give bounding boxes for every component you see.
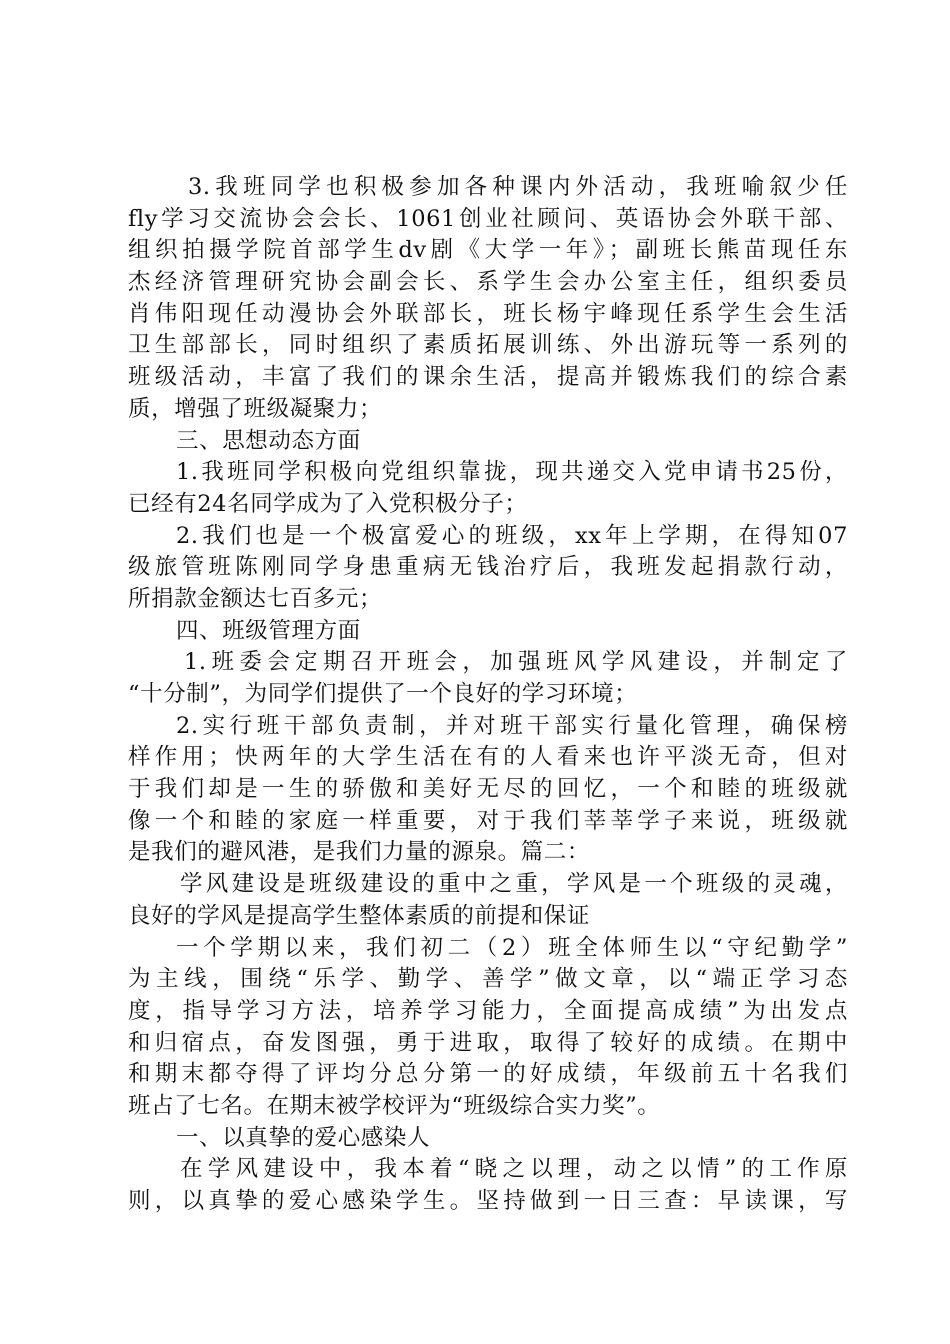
text-line: 班级活动，丰富了我们的课余生活，提高并锻炼我们的综合素 — [128, 364, 848, 391]
text-line: 四、班级管理方面 — [176, 617, 361, 644]
text-line: 肖伟阳现任动漫协会外联部长，班长杨宇峰现任系学生会生活 — [128, 300, 848, 327]
text-line: 1.班委会定期召开班会，加强班风学风建设，并制定了 — [184, 649, 848, 676]
text-line: 所捐款金额达七百多元； — [128, 585, 383, 612]
text-line: fly学习交流协会会长、1061创业社顾问、英语协会外联干部、 — [128, 205, 848, 232]
text-line: 1.我班同学积极向党组织靠拢，现共递交入党申请书25份， — [176, 459, 848, 486]
text-line: 和期末都夺得了评均分总分第一的好成绩，年级前五十名我们 — [128, 1061, 848, 1088]
text-line: 班占了七名。在期末被学校评为“班级综合实力奖”。 — [128, 1092, 661, 1119]
document-body — [128, 172, 848, 1218]
text-line: 级旅管班陈刚同学身患重病无钱治疗后，我班发起捐款行动， — [128, 554, 848, 581]
text-line: 是我们的避风港，是我们力量的源泉。篇二： — [128, 839, 591, 866]
text-line: 杰经济管理研究协会副会长、系学生会办公室主任，组织委员 — [128, 269, 848, 296]
text-line: 一个学期以来，我们初二（2）班全体师生以“守纪勤学” — [176, 934, 848, 961]
text-line: 学风建设是班级建设的重中之重，学风是一个班级的灵魂， — [180, 871, 848, 898]
text-line: 质，增强了班级凝聚力； — [128, 395, 383, 422]
text-line: 于我们却是一生的骄傲和美好无尽的回忆，一个和睦的班级就 — [128, 776, 848, 803]
text-line: 像一个和睦的家庭一样重要，对于我们莘莘学子来说，班级就 — [128, 807, 848, 834]
text-line: 组织拍摄学院首部学生dv剧《大学一年》；副班长熊苗现任东 — [128, 237, 848, 264]
text-line: 已经有24名同学成为了入党积极分子； — [128, 490, 528, 517]
text-line: 度，指导学习方法，培养学习能力，全面提高成绩”为出发点 — [128, 997, 848, 1024]
text-line: 三、思想动态方面 — [176, 427, 361, 454]
text-line: 卫生部部长，同时组织了素质拓展训练、外出游玩等一系列的 — [128, 332, 848, 359]
text-line: 为主线，围绕“乐学、勤学、善学”做文章，以“端正学习态 — [128, 966, 848, 993]
text-line: 2.我们也是一个极富爱心的班级，xx年上学期，在得知07 — [176, 522, 848, 549]
text-line: 良好的学风是提高学生整体素质的前提和保证 — [128, 902, 591, 929]
text-line: 在学风建设中，我本着“晓之以理，动之以情”的工作原 — [180, 1156, 848, 1183]
text-line: 2.实行班干部负责制，并对班干部实行量化管理，确保榜 — [176, 712, 848, 739]
text-line: 一、以真挚的爱心感染人 — [176, 1124, 431, 1151]
text-line: 3.我班同学也积极参加各种课内外活动，我班喻叙少任 — [188, 174, 848, 200]
text-line: 和归宿点，奋发图强，勇于进取，取得了较好的成绩。在期中 — [128, 1029, 848, 1056]
text-line: 则，以真挚的爱心感染学生。坚持做到一日三查：早读课，写 — [128, 1188, 848, 1214]
text-line: 样作用；快两年的大学生活在有的人看来也许平淡无奇，但对 — [128, 744, 848, 771]
text-line: “十分制”，为同学们提供了一个良好的学习环境； — [128, 681, 638, 707]
